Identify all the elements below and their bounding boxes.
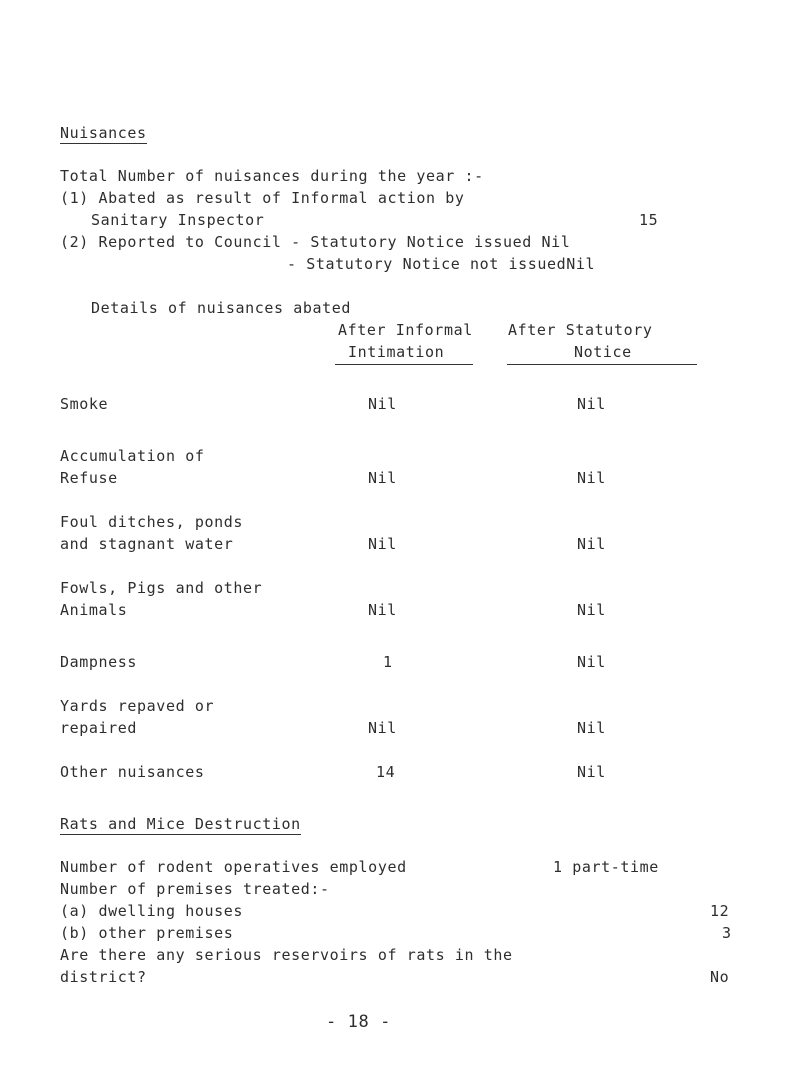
section-heading-rats: Rats and Mice Destruction	[60, 815, 301, 833]
total-intro: Total Number of nuisances during the year :-	[60, 167, 484, 185]
row-statutory-value: Nil	[577, 763, 606, 781]
row-label-line1: Foul ditches, ponds	[60, 513, 243, 531]
dwelling-value: 12	[710, 902, 730, 920]
operatives-value: 1 part-time	[553, 858, 659, 876]
row-statutory-value: Nil	[577, 601, 606, 619]
dwelling-label: (a) dwelling houses	[60, 902, 243, 920]
row-label-line1: Dampness	[60, 653, 138, 671]
row-statutory-value: Nil	[577, 653, 606, 671]
row-informal-value: Nil	[368, 601, 397, 619]
other-premises-label: (b) other premises	[60, 924, 234, 942]
row-label-line1: Yards repaved or	[60, 697, 215, 715]
row-informal-value: 14	[376, 763, 396, 781]
row-statutory-value: Nil	[577, 469, 606, 487]
details-title: Details of nuisances abated	[91, 299, 352, 317]
row-label-line2: repaired	[60, 719, 138, 737]
row-label-line1: Smoke	[60, 395, 109, 413]
item2-line2: - Statutory Notice not issuedNil	[287, 255, 596, 273]
row-statutory-value: Nil	[577, 395, 606, 413]
reservoirs-line2: district?	[60, 968, 147, 986]
row-label-line1: Other nuisances	[60, 763, 205, 781]
other-premises-value: 3	[722, 924, 732, 942]
col-statutory-header-line2: Notice	[574, 343, 632, 361]
col-informal-header-line2: Intimation	[348, 343, 445, 361]
item2-line1: (2) Reported to Council - Statutory Notice issued Nil	[60, 233, 571, 251]
reservoirs-value: No	[710, 968, 730, 986]
page-number: - 18 -	[326, 1012, 392, 1032]
col-statutory-header-line1: After Statutory	[508, 321, 653, 339]
premises-label: Number of premises treated:-	[60, 880, 330, 898]
row-informal-value: Nil	[368, 719, 397, 737]
col-statutory-underline	[507, 364, 697, 365]
row-label-line2: and stagnant water	[60, 535, 234, 553]
row-informal-value: Nil	[368, 535, 397, 553]
row-label-line1: Fowls, Pigs and other	[60, 579, 263, 597]
col-informal-underline	[335, 364, 473, 365]
operatives-label: Number of rodent operatives employed	[60, 858, 407, 876]
row-statutory-value: Nil	[577, 535, 606, 553]
row-label-line1: Accumulation of	[60, 447, 205, 465]
row-label-line2: Animals	[60, 601, 128, 619]
section-heading-nuisances: Nuisances	[60, 124, 147, 142]
row-label-line2: Refuse	[60, 469, 118, 487]
col-informal-header-line1: After Informal	[338, 321, 473, 339]
item1-line1: (1) Abated as result of Informal action by	[60, 189, 465, 207]
row-statutory-value: Nil	[577, 719, 606, 737]
row-informal-value: Nil	[368, 469, 397, 487]
row-informal-value: Nil	[368, 395, 397, 413]
item1-value: 15	[639, 211, 659, 229]
row-informal-value: 1	[383, 653, 393, 671]
reservoirs-line1: Are there any serious reservoirs of rats in the	[60, 946, 513, 964]
item1-line2: Sanitary Inspector	[91, 211, 265, 229]
